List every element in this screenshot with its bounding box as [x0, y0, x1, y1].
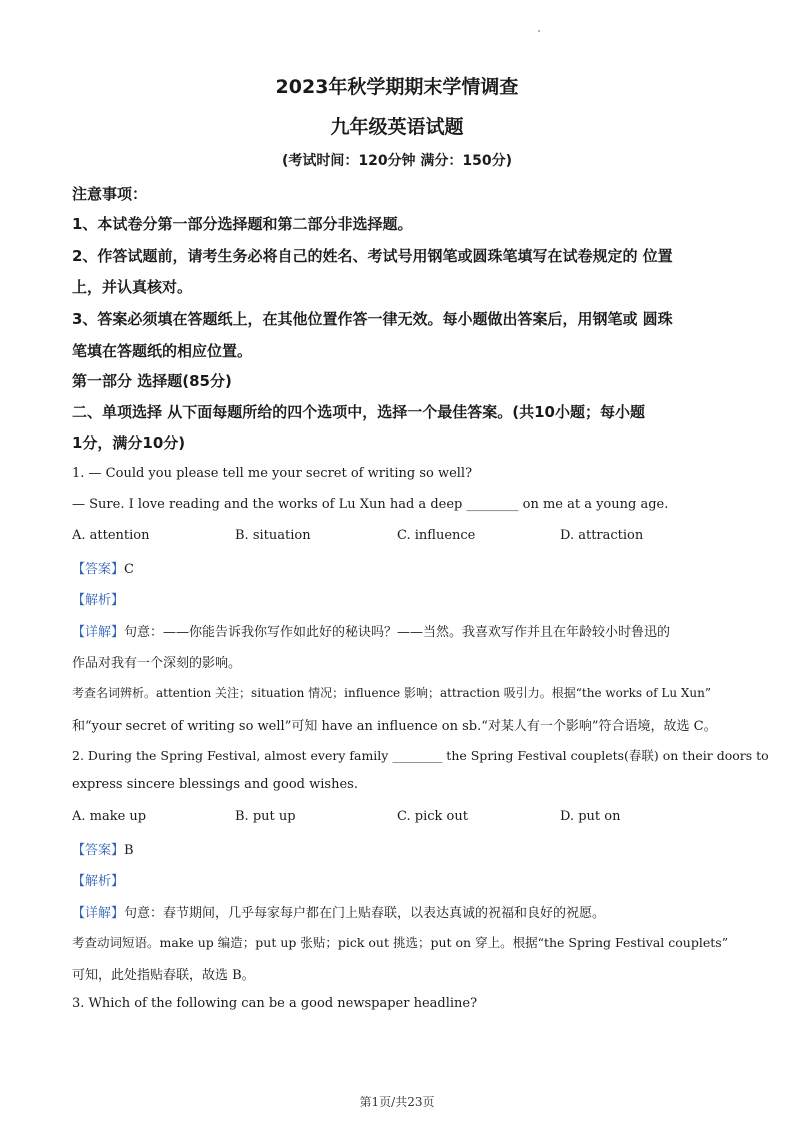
question-2-stem-line-2: express sincere blessings and good wishes.	[72, 777, 358, 792]
exam-info: (考试时间：120分钟 满分：150分)	[281, 153, 513, 169]
question-2-stem-line-1: 2. During the Spring Festival, almost every family ________ the Spring Festival couplets(春联) on their doors to	[72, 748, 769, 763]
section-heading-line-1: 二、单项选择 从下面每题所给的四个选项中，选择一个最佳答案。(共10小题；每小题	[72, 403, 645, 421]
notice-item-3-line-1: 3、答案必须填在答题纸上，在其他位置作答一律无效。每小题做出答案后，用钢笔或 圆珠	[72, 310, 673, 328]
detail-tag: 【详解】	[72, 625, 125, 640]
notice-item-2-line-2: 上，并认真核对。	[72, 278, 193, 296]
notice-item-2-line-1: 2、作答试题前，请考生务必将自己的姓名、考试号用钢笔或圆珠笔填写在试卷规定的 位置	[72, 247, 673, 265]
question-1-stem-line-2: — Sure. I love reading and the works of Lu Xun had a deep ________ on me at a young age.	[72, 497, 669, 512]
question-1-option-b: B. situation	[235, 528, 311, 543]
question-2-detail-line-1	[72, 902, 732, 921]
part-heading: 第一部分 选择题(85分)	[72, 372, 232, 390]
page-title: 2023年秋学期期末学情调查	[275, 76, 519, 98]
scan-dot	[538, 30, 540, 32]
page-subtitle: 九年级英语试题	[330, 116, 464, 138]
answer-tag: 【答案】	[72, 843, 125, 858]
question-2-option-a: A. make up	[72, 809, 147, 824]
question-2-explain-line-1: 考查动词短语。make up 编造；put up 张贴；pick out 挑选；put on 穿上。根据“the Spring Festival couplets”	[72, 935, 729, 950]
answer-value: B	[124, 843, 134, 858]
question-1-option-d: D. attraction	[560, 528, 644, 543]
question-2-option-b: B. put up	[235, 809, 296, 824]
question-1-explain-line-2: 和“your secret of writing so well”可知 have an influence on sb.“对某人有一个影响”符合语境，故选 C。	[72, 719, 717, 734]
detail-tag: 【详解】	[72, 906, 125, 921]
question-1-analysis-tag: 【解析】	[72, 593, 125, 608]
question-2-option-c: C. pick out	[397, 809, 468, 824]
answer-value: C	[124, 562, 134, 577]
question-1-answer	[72, 558, 732, 577]
page-footer: 第1页/共23页	[359, 1095, 435, 1109]
question-1-option-a: A. attention	[72, 528, 150, 543]
notice-item-1: 1、本试卷分第一部分选择题和第二部分非选择题。	[72, 215, 413, 233]
question-1-detail-line-1	[72, 621, 732, 640]
question-1-stem-line-1: 1. — Could you please tell me your secret of writing so well?	[72, 466, 473, 481]
question-2-option-d: D. put on	[560, 809, 621, 824]
question-1-explain-line-1: 考查名词辨析。attention 关注；situation 情况；influence 影响；attraction 吸引力。根据“the works of Lu Xun”	[72, 686, 711, 700]
detail-text: 句意：——你能告诉我你写作如此好的秘诀吗？——当然。我喜欢写作并且在年龄较小时鲁迅的	[124, 625, 671, 640]
question-2-analysis-tag: 【解析】	[72, 874, 125, 889]
answer-tag: 【答案】	[72, 562, 125, 577]
section-heading-line-2: 1分，满分10分)	[72, 434, 186, 452]
detail-text: 句意：春节期间，几乎每家每户都在门上贴春联，以表达真诚的祝福和良好的祝愿。	[124, 906, 606, 921]
notice-item-3-line-2: 笔填在答题纸的相应位置。	[72, 342, 253, 360]
question-2-answer	[72, 839, 732, 858]
question-3-stem-line-1: 3. Which of the following can be a good newspaper headline?	[72, 996, 478, 1011]
question-2-explain-line-2: 可知，此处指贴春联，故选 B。	[72, 968, 255, 983]
question-1-option-c: C. influence	[397, 528, 476, 543]
notice-heading: 注意事项：	[72, 185, 148, 203]
question-1-detail-line-2: 作品对我有一个深刻的影响。	[72, 656, 242, 671]
